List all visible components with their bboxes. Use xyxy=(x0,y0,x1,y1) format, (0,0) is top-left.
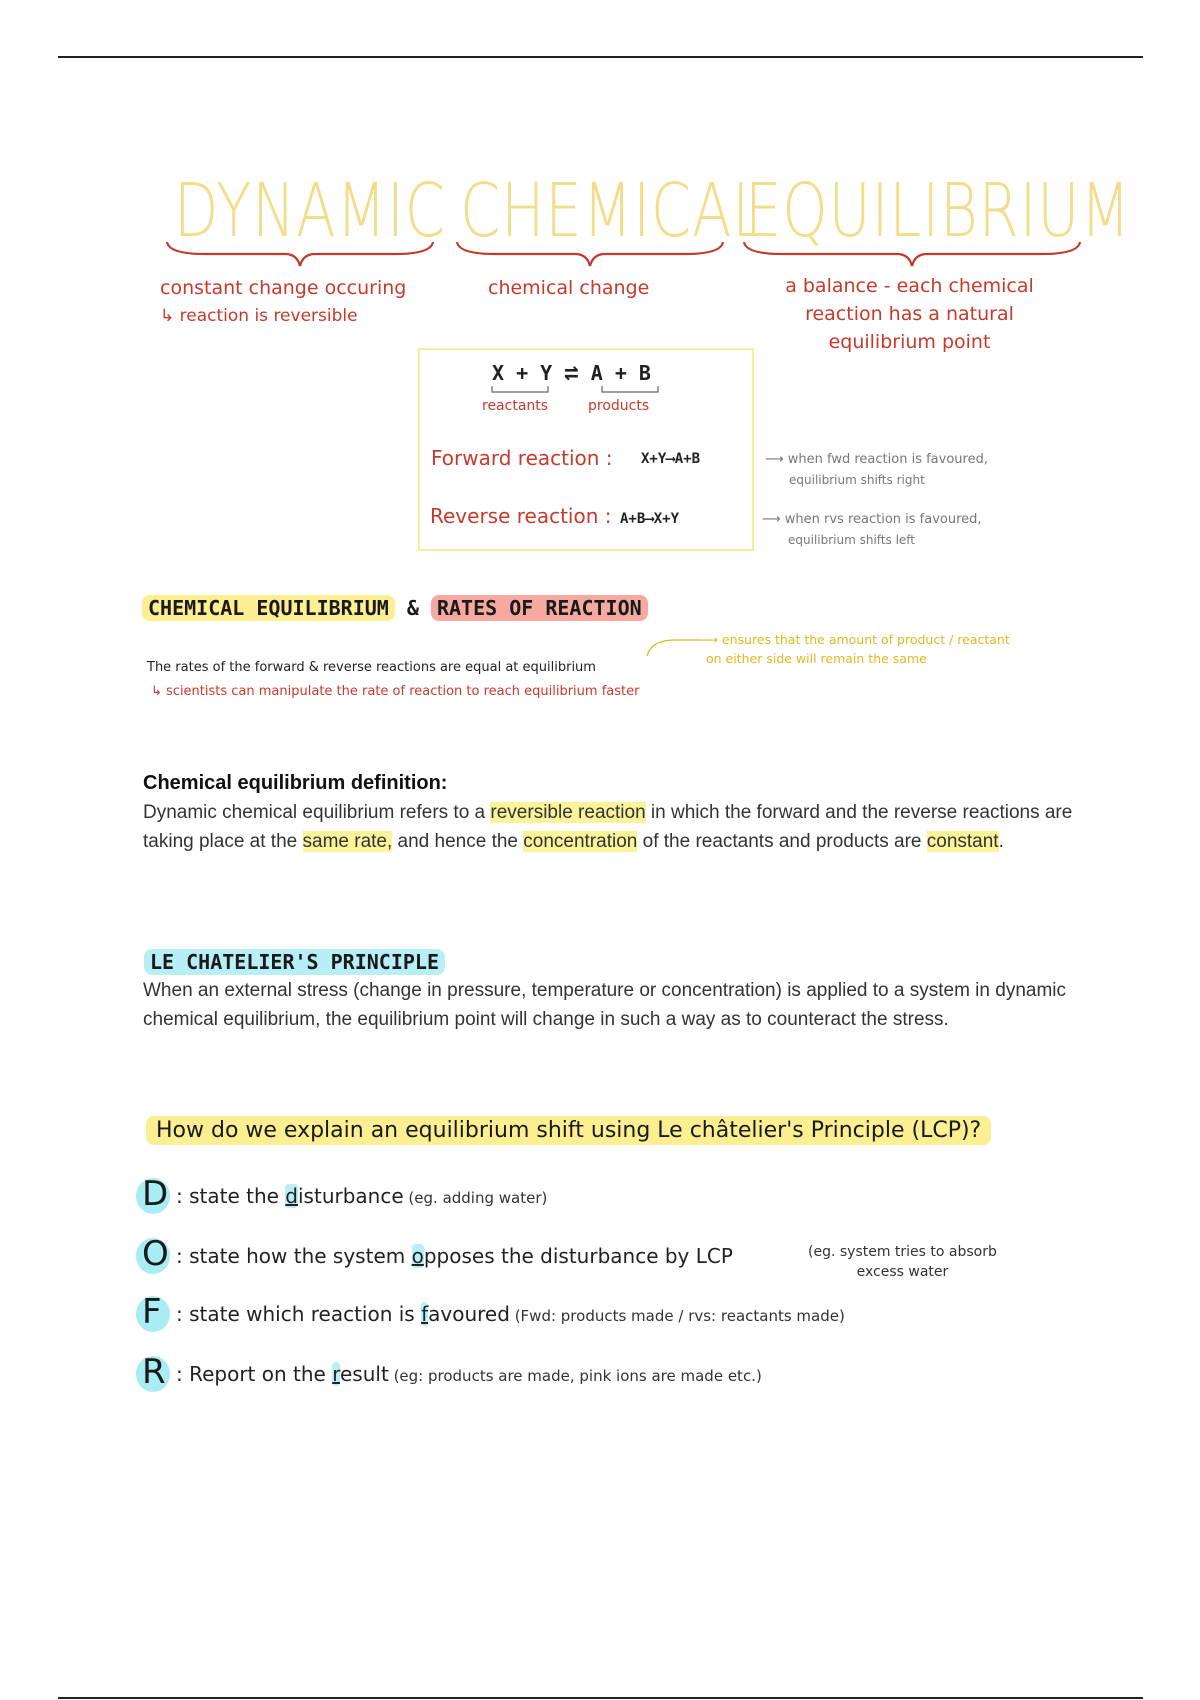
rates-text: The rates of the forward & reverse reactions are equal at equilibrium xyxy=(147,660,596,675)
letter-r: R xyxy=(142,1352,166,1392)
note-dynamic xyxy=(160,274,406,330)
step-f-post: avoured xyxy=(428,1302,510,1326)
step-r xyxy=(176,1362,762,1386)
rates-heading xyxy=(142,596,648,620)
reactants-label: reactants xyxy=(482,398,549,414)
letter-o: O xyxy=(142,1234,169,1274)
bottom-rule xyxy=(58,1697,1143,1699)
letter-d: D xyxy=(142,1174,169,1214)
forward-label: Forward reaction : xyxy=(431,446,613,470)
step-o-pre: : state how the system xyxy=(176,1244,412,1268)
brace-chemical xyxy=(455,240,725,270)
def-t2: in which the forward and the reverse reactions are taking place at the xyxy=(143,802,1073,852)
step-r-key: r xyxy=(332,1362,340,1386)
step-r-post: esult xyxy=(340,1362,389,1386)
reverse-note-line1: ⟶ when rvs reaction is favoured, xyxy=(762,512,982,527)
step-f-pre: : state which reaction is xyxy=(176,1302,422,1326)
step-r-example: (eg: products are made, pink ions are made etc.) xyxy=(388,1367,762,1385)
products-label: products xyxy=(588,398,650,414)
reverse-equation: A+B⟶X+Y xyxy=(620,511,680,527)
definition-heading: Chemical equilibrium definition: xyxy=(143,772,448,794)
reverse-label: Reverse reaction : xyxy=(430,504,612,528)
note-chemical: chemical change xyxy=(488,277,650,299)
forward-note-line1: ⟶ when fwd reaction is favoured, xyxy=(765,452,988,467)
def-t5: . xyxy=(998,831,1004,852)
ensures-note xyxy=(700,630,1010,668)
brace-equilibrium xyxy=(742,240,1082,270)
letter-f: F xyxy=(142,1292,162,1332)
equation-right: A + B xyxy=(590,361,651,385)
note-dynamic-line2: ↳ reaction is reversible xyxy=(160,306,358,326)
step-o-example-line1: (eg. system tries to absorb xyxy=(808,1244,997,1260)
le-chatelier-heading-text: LE CHATELIER'S PRINCIPLE xyxy=(144,949,445,975)
step-f-example: (Fwd: products made / rvs: reactants made) xyxy=(509,1307,845,1325)
step-d-pre: : state the xyxy=(176,1184,286,1208)
reverse-side-note xyxy=(762,510,982,550)
ensures-line1: ⟶ ensures that the amount of product / reactant xyxy=(700,632,1010,647)
step-o-example xyxy=(808,1242,997,1282)
step-d-example: (eg. adding water) xyxy=(403,1189,548,1207)
equation-left: X + Y xyxy=(492,361,553,385)
top-rule xyxy=(58,56,1143,58)
le-chatelier-heading xyxy=(144,950,445,974)
def-t4: of the reactants and products are xyxy=(637,831,927,852)
reverse-note-line2: equilibrium shifts left xyxy=(788,533,916,547)
note-eq-line3: equilibrium point xyxy=(828,331,991,353)
step-f xyxy=(176,1302,845,1326)
step-o-post: pposes the disturbance by LCP xyxy=(423,1244,733,1268)
ensures-line2: on either side will remain the same xyxy=(706,651,927,666)
ensures-arrow xyxy=(645,636,705,658)
note-eq-line1: a balance - each chemical xyxy=(785,275,1034,297)
def-t3: and hence the xyxy=(392,831,524,852)
brace-dynamic xyxy=(165,240,435,270)
rates-heading-amp: & xyxy=(406,596,419,620)
explain-question xyxy=(146,1118,991,1143)
step-o xyxy=(176,1244,733,1268)
note-dynamic-line1: constant change occuring xyxy=(160,277,407,299)
equation-underbraces xyxy=(490,384,660,396)
step-o-key: o xyxy=(411,1244,424,1268)
equation-line xyxy=(492,358,651,386)
step-r-pre: : Report on the xyxy=(176,1362,333,1386)
title-equilibrium: EQUILIBRIUM xyxy=(745,168,1131,254)
forward-note-line2: equilibrium shifts right xyxy=(789,473,925,487)
def-highlight-constant: constant xyxy=(926,831,999,852)
note-equilibrium xyxy=(772,272,1047,356)
step-o-example-line2: excess water xyxy=(856,1264,949,1280)
equation-arrow: ⇌ xyxy=(564,358,579,386)
rates-heading-part2: RATES OF REACTION xyxy=(431,595,648,621)
def-t1: Dynamic chemical equilibrium refers to a xyxy=(143,802,491,823)
def-highlight-concentration: concentration xyxy=(523,831,638,852)
le-chatelier-text: When an external stress (change in pressure, temperature or concentration) is applied to a system in dynamic chemical equilibrium, the equilibrium point will change in such a way as to counteract the stress. xyxy=(143,980,1067,1030)
step-d-key: d xyxy=(285,1184,298,1208)
step-d-post: isturbance xyxy=(298,1184,404,1208)
note-eq-line2: reaction has a natural xyxy=(805,303,1014,325)
step-f-key: f xyxy=(421,1302,429,1326)
title-chemical: CHEMICAL xyxy=(460,168,766,254)
title-dynamic: DYNAMIC xyxy=(174,168,446,254)
def-highlight-same-rate: same rate, xyxy=(302,831,393,852)
forward-side-note xyxy=(765,450,988,490)
def-highlight-reversible: reversible reaction xyxy=(490,802,646,823)
forward-equation: X+Y⟶A+B xyxy=(641,451,701,467)
rates-heading-part1: CHEMICAL EQUILIBRIUM xyxy=(142,595,395,621)
definition-text xyxy=(143,798,1103,856)
scientists-text: ↳ scientists can manipulate the rate of reaction to reach equilibrium faster xyxy=(151,684,640,699)
step-d xyxy=(176,1184,547,1208)
explain-question-text: How do we explain an equilibrium shift using Le châtelier's Principle (LCP)? xyxy=(146,1116,991,1145)
